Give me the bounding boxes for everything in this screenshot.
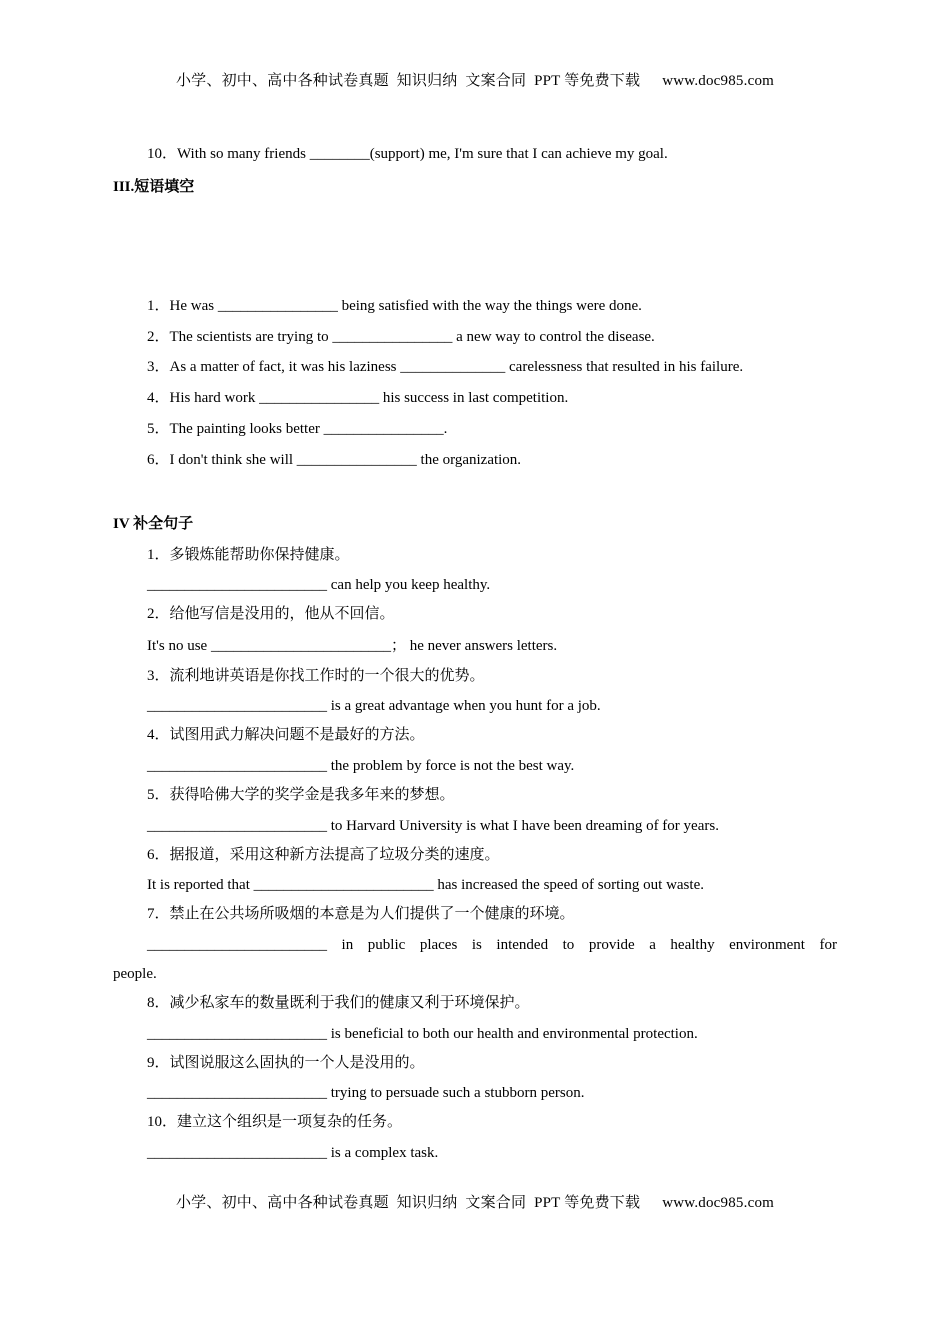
section4-item-8-cn: 8．减少私家车的数量既利于我们的健康又利于环境保护。 [147, 995, 530, 1011]
page-header [0, 69, 950, 90]
section4-item-4-en: ________________________ the problem by force is not the best way. [147, 758, 575, 774]
page-footer [0, 1191, 950, 1212]
section4-item-5-cn: 5．获得哈佛大学的奖学金是我多年来的梦想。 [147, 787, 455, 803]
footer-site-link[interactable]: www.doc985.com [662, 1195, 775, 1211]
section4-item-3-en: ________________________ is a great advantage when you hunt for a job. [147, 698, 601, 714]
section4-item-1-cn: 1．多锻炼能帮助你保持健康。 [147, 547, 350, 563]
section3-item-6: 6．I don't think she will ________________ the organization. [147, 452, 522, 468]
section4-title: IV 补全句子 [113, 516, 194, 532]
section3-item-1: 1．He was ________________ being satisfied with the way the things were done. [147, 298, 642, 314]
section4-item-10-en: ________________________ is a complex task. [147, 1145, 439, 1161]
section4-item-6-en: It is reported that ________________________ has increased the speed of sorting out waste. [147, 877, 704, 893]
section4-item-9-cn: 9．试图说服这么固执的一个人是没用的。 [147, 1055, 425, 1071]
section3-item-4: 4．His hard work ________________ his success in last competition. [147, 390, 569, 406]
section2-item-10: 10．With so many friends ________(support) me, I'm sure that I can achieve my goal. [147, 146, 668, 162]
section3-title: III.短语填空 [113, 179, 195, 195]
section4-item-7-en-cont: people. [113, 966, 157, 982]
section4-item-2-en: It's no use ________________________； he never answers letters. [147, 638, 558, 654]
footer-text: 小学、初中、高中各种试卷真题 知识归纳 文案合同 PPT 等免费下载 [175, 1195, 641, 1211]
section4-item-7-cn: 7．禁止在公共场所吸烟的本意是为人们提供了一个健康的环境。 [147, 906, 575, 922]
section4-item-7-en: ________________________ in public places is intended to provide a healthy environment for [147, 937, 837, 953]
section4-item-1-en: ________________________ can help you keep healthy. [147, 577, 491, 593]
header-site-link[interactable]: www.doc985.com [662, 73, 775, 89]
section4-item-9-en: ________________________ trying to persuade such a stubborn person. [147, 1085, 585, 1101]
section3-item-3: 3．As a matter of fact, it was his laziness ______________ carelessness that resulted in his failure. [147, 359, 744, 375]
section4-item-4-cn: 4．试图用武力解决问题不是最好的方法。 [147, 727, 425, 743]
section4-item-2-cn: 2．给他写信是没用的，他从不回信。 [147, 606, 395, 622]
section3-item-2: 2．The scientists are trying to ________________ a new way to control the disease. [147, 329, 655, 345]
header-text: 小学、初中、高中各种试卷真题 知识归纳 文案合同 PPT 等免费下载 [175, 73, 641, 89]
section4-item-3-cn: 3．流利地讲英语是你找工作时的一个很大的优势。 [147, 668, 485, 684]
section4-item-5-en: ________________________ to Harvard University is what I have been dreaming of for years. [147, 818, 719, 834]
section4-item-6-cn: 6．据报道，采用这种新方法提高了垃圾分类的速度。 [147, 847, 500, 863]
section4-item-10-cn: 10．建立这个组织是一项复杂的任务。 [147, 1114, 403, 1130]
section4-item-8-en: ________________________ is beneficial to both our health and environmental protection. [147, 1026, 698, 1042]
section3-item-5: 5．The painting looks better ________________. [147, 421, 448, 437]
